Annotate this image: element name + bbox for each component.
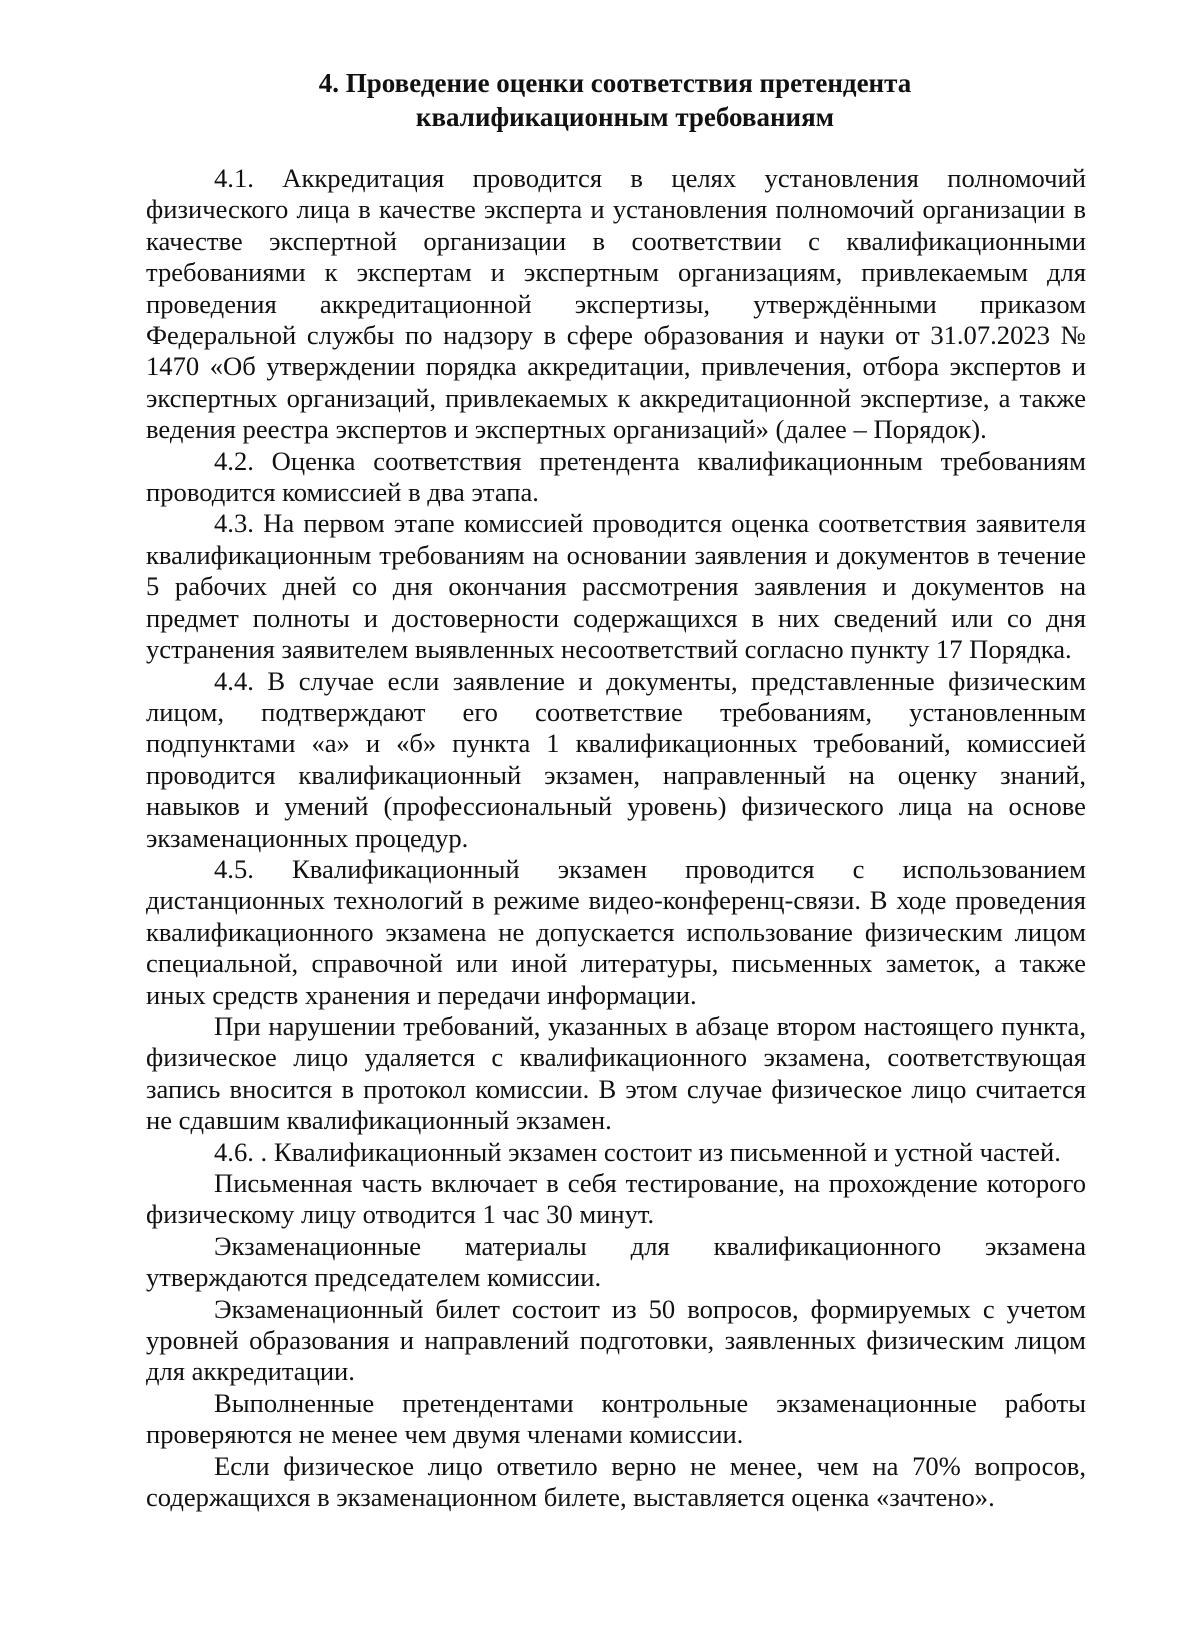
paragraph-4-4: 4.4. В случае если заявление и документы, представленные физическим лицом, подтверждают его соответствие требованиям, установленным подпунктами «а» и «б» пункта 1 квалификационных требований, комиссией проводится квалификационный экзамен, направленный на оценку знаний, навыков и умений (профессиональный уровень) физического лица на основе экзаменационных процедур. [146,665,1086,853]
paragraph-4-6: 4.6. . Квалификационный экзамен состоит из письменной и устной частей. [214,1136,1061,1167]
paragraph-4-3: 4.3. На первом этапе комиссией проводится оценка соответствия заявителя квалификационным требованиям на основании заявления и документов в течение 5 рабочих дней со дня окончания рассмотрения заявления и документов на предмет полноты и достоверности содержащихся в них сведений или со дня устранения заявителем выявленных несоответствий согласно пункту 17 Порядка. [146,508,1086,665]
paragraph-4-5: 4.5. Квалификационный экзамен проводится с использованием дистанционных технологий в режиме видео-конференц-связи. В ходе проведения квалификационного экзамена не допускается использование физическим лицом специальной, справочной или иной литературы, письменных заметок, а также иных средств хранения и передачи информации. [146,853,1086,1010]
document-body [146,163,1086,1513]
section-heading [0,66,1200,134]
paragraph-4-2: 4.2. Оценка соответствия претендента квалификационным требованиям проводится комиссией в два этапа. [146,445,1086,508]
paragraph-4-5-violation: При нарушении требований, указанных в абзаце втором настоящего пункта, физическое лицо удаляется с квалификационного экзамена, соответствующая запись вносится в протокол комиссии. В этом случае физическое лицо считается не сдавшим квалификационный экзамен. [146,1010,1086,1136]
section-heading-line-1: 4. Проведение оценки соответствия претендента [318,68,912,98]
paragraph-exam-ticket: Экзаменационный билет состоит из 50 вопросов, формируемых с учетом уровней образования и направлений подготовки, заявленных физическим лицом для аккредитации. [146,1293,1086,1387]
paragraph-exam-review: Выполненные претендентами контрольные экзаменационные работы проверяются не менее чем двумя членами комиссии. [146,1387,1086,1450]
paragraph-written-part: Письменная часть включает в себя тестирование, на прохождение которого физическому лицу отводится 1 час 30 минут. [146,1168,1086,1230]
paragraph-4-1: 4.1. Аккредитация проводится в целях установления полномочий физического лица в качестве эксперта и установления полномочий организации в качестве экспертной организации в соответствии с квалификационными требованиями к экспертам и экспертным организациям, привлекаемым для проведения аккредитационной экспертизы, утверждёнными приказом Федеральной службы по надзору в сфере образования и науки от 31.07.2023 № 1470 «Об утверждении порядка аккредитации, привлечения, отбора экспертов и экспертных организаций, привлекаемых к аккредитационной экспертизе, а также ведения реестра экспертов и экспертных организаций» (далее – Порядок). [146,163,1086,445]
paragraph-exam-pass: Если физическое лицо ответило верно не менее, чем на 70% вопросов, содержащихся в экзаменационном билете, выставляется оценка «зачтено». [146,1450,1086,1513]
paragraph-exam-materials: Экзаменационные материалы для квалификационного экзамена утверждаются председателем комиссии. [146,1230,1086,1293]
section-heading-line-2: квалификационным требованиям [415,102,835,132]
